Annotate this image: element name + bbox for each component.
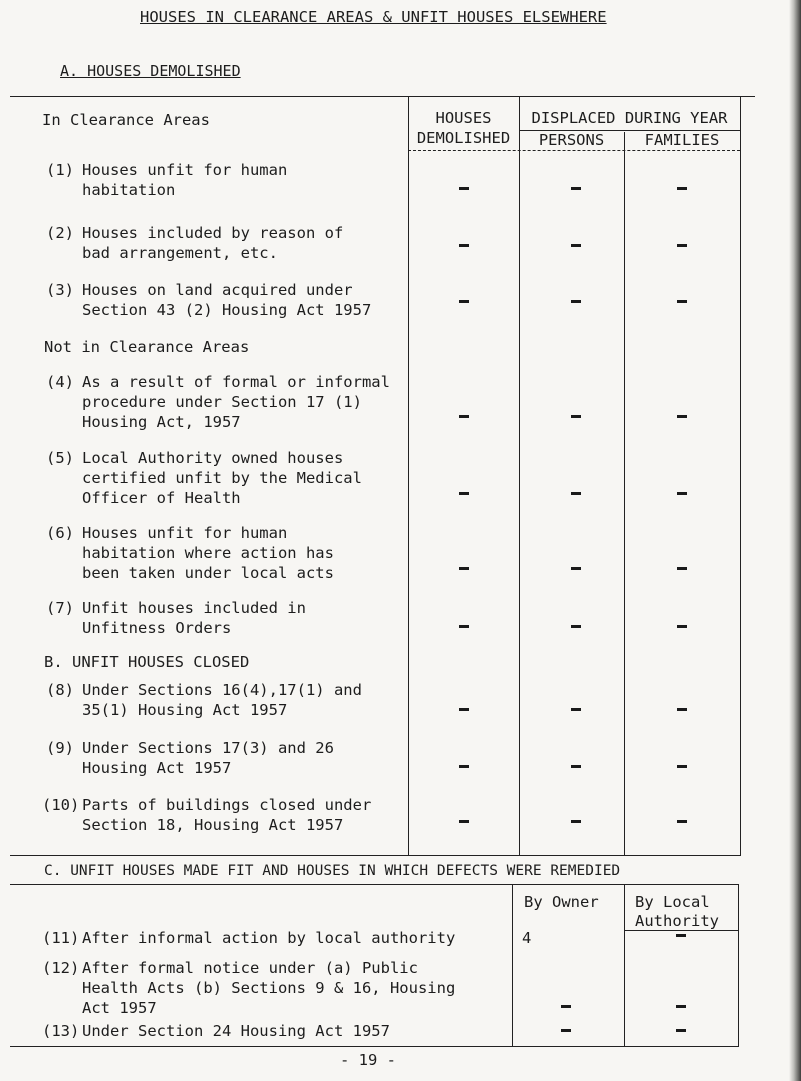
table-a-bottom-rule — [10, 855, 740, 856]
houses-value — [459, 244, 469, 247]
families-value — [677, 187, 687, 190]
persons-value — [571, 492, 581, 495]
table-c-top-rule — [10, 884, 738, 885]
houses-value — [459, 567, 469, 570]
row-text-line: been taken under local acts — [82, 564, 334, 582]
houses-value — [459, 415, 469, 418]
families-value — [677, 820, 687, 823]
houses-value — [459, 820, 469, 823]
row-number: (10) — [42, 796, 80, 814]
table-a-col-divider-2 — [519, 96, 520, 856]
row-number: (13) — [42, 1022, 80, 1040]
row-number: (6) — [46, 524, 74, 542]
row-text-line: Unfit houses included in — [82, 599, 306, 617]
row-text-line: Houses unfit for human — [82, 161, 288, 179]
table-c-right-rule — [738, 884, 739, 1047]
persons-value — [571, 708, 581, 711]
families-value — [677, 625, 687, 628]
persons-value — [571, 820, 581, 823]
section-c-heading: C. UNFIT HOUSES MADE FIT AND HOUSES IN WHICH DEFECTS WERE REMEDIED — [44, 863, 621, 879]
table-c-bottom-rule — [10, 1046, 738, 1047]
col-houses-line1: HOUSES — [435, 109, 492, 127]
row-text-line: procedure under Section 17 (1) — [82, 393, 362, 411]
persons-value — [571, 765, 581, 768]
page-edge-shadow — [789, 0, 801, 1081]
row-number: (11) — [42, 929, 80, 947]
table-a-header-rule — [408, 150, 740, 151]
persons-value — [571, 187, 581, 190]
persons-value — [571, 415, 581, 418]
families-value — [677, 492, 687, 495]
persons-value — [571, 625, 581, 628]
families-value — [677, 567, 687, 570]
col-persons: PERSONS — [538, 131, 605, 149]
row-text-line: bad arrangement, etc. — [82, 244, 278, 262]
families-value — [677, 415, 687, 418]
houses-value — [459, 708, 469, 711]
col-by-la-line1: By Local — [635, 893, 710, 911]
row-text-line: Housing Act 1957 — [82, 759, 232, 777]
la-value — [676, 1005, 686, 1008]
houses-value — [459, 625, 469, 628]
row-text-line: As a result of formal or informal — [82, 373, 390, 391]
col-families: FAMILIES — [644, 131, 720, 149]
families-value — [677, 244, 687, 247]
row-text-line: habitation — [82, 181, 176, 199]
families-value — [677, 765, 687, 768]
page-number: - 19 - — [340, 1051, 396, 1069]
row-text-line: After formal notice under (a) Public — [82, 959, 418, 977]
table-a-col-divider-3 — [624, 132, 625, 856]
table-a-col-divider-1 — [408, 96, 409, 856]
not-in-clearance-heading: Not in Clearance Areas — [44, 338, 250, 356]
houses-value — [459, 300, 469, 303]
table-a-right-rule — [740, 96, 741, 856]
row-text-line: certified unfit by the Medical — [82, 469, 362, 487]
page-title: HOUSES IN CLEARANCE AREAS & UNFIT HOUSES ELSEWHERE — [140, 8, 607, 26]
houses-value — [459, 187, 469, 190]
row-text-line: habitation where action has — [82, 544, 334, 562]
row-text-line: After informal action by local authority — [82, 929, 456, 947]
row-text-line: Local Authority owned houses — [82, 449, 344, 467]
row-text-line: Section 18, Housing Act 1957 — [82, 816, 344, 834]
families-value — [677, 708, 687, 711]
row-text-line: Houses included by reason of — [82, 224, 344, 242]
row-number: (1) — [46, 161, 74, 179]
la-value — [676, 934, 686, 937]
persons-value — [571, 244, 581, 247]
row-text-line: Under Section 24 Housing Act 1957 — [82, 1022, 390, 1040]
row-text-line: Health Acts (b) Sections 9 & 16, Housing — [82, 979, 456, 997]
col-houses-line2: DEMOLISHED — [416, 129, 511, 147]
row-number: (9) — [46, 739, 74, 757]
col-displaced: DISPLACED DURING YEAR — [531, 109, 728, 127]
owner-value: 4 — [522, 929, 532, 947]
row-text-line: Housing Act, 1957 — [82, 413, 241, 431]
row-text-line: Unfitness Orders — [82, 619, 232, 637]
table-c-col-divider-2 — [624, 884, 625, 1047]
row-number: (7) — [46, 599, 74, 617]
col-by-la-line2: Authority — [635, 912, 719, 930]
col-by-owner: By Owner — [524, 893, 599, 911]
families-value — [677, 300, 687, 303]
houses-value — [459, 492, 469, 495]
row-text-line: Act 1957 — [82, 999, 157, 1017]
row-text-line: Section 43 (2) Housing Act 1957 — [82, 301, 372, 319]
row-number: (8) — [46, 681, 74, 699]
table-a-top-rule — [10, 96, 755, 97]
row-number: (3) — [46, 281, 74, 299]
row-text-line: Houses unfit for human — [82, 524, 288, 542]
section-b-heading: B. UNFIT HOUSES CLOSED — [44, 653, 250, 671]
owner-value — [561, 1005, 571, 1008]
row-text-line: Parts of buildings closed under — [82, 796, 372, 814]
table-c-col-divider-1 — [512, 884, 513, 1047]
row-text-line: Under Sections 16(4),17(1) and — [82, 681, 362, 699]
row-number: (5) — [46, 449, 74, 467]
persons-value — [571, 300, 581, 303]
la-value — [676, 1029, 686, 1032]
row-text-line: 35(1) Housing Act 1957 — [82, 701, 288, 719]
row-number: (12) — [42, 959, 80, 977]
row-header-clearance: In Clearance Areas — [42, 111, 210, 129]
persons-value — [571, 567, 581, 570]
houses-value — [459, 765, 469, 768]
row-text-line: Officer of Health — [82, 489, 241, 507]
row-text-line: Houses on land acquired under — [82, 281, 353, 299]
row-number: (2) — [46, 224, 74, 242]
section-a-heading: A. HOUSES DEMOLISHED — [60, 62, 241, 80]
row-number: (4) — [46, 373, 74, 391]
owner-value — [561, 1029, 571, 1032]
row-text-line: Under Sections 17(3) and 26 — [82, 739, 334, 757]
